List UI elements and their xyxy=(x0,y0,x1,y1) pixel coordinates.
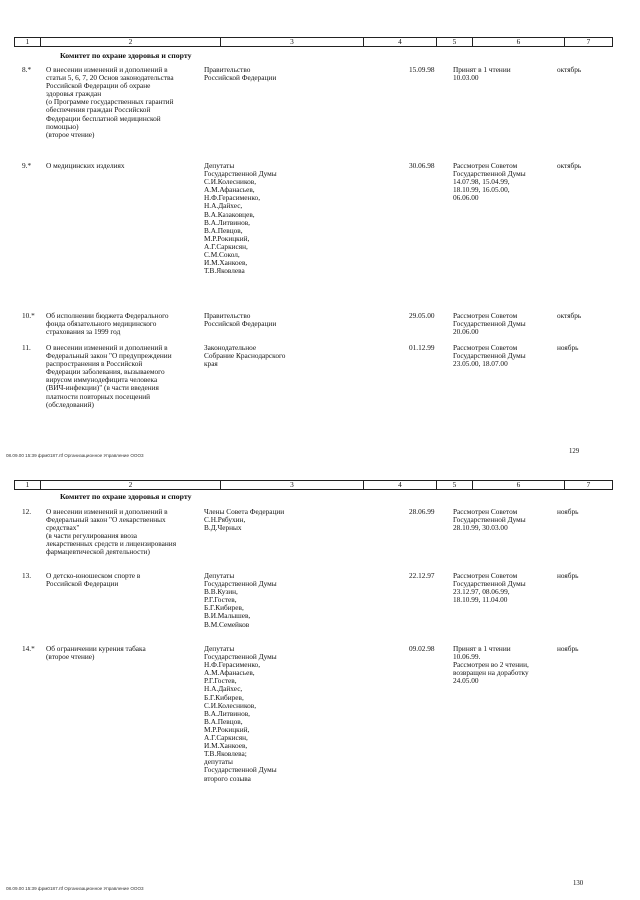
bill-status: Рассмотрен Советом Государственной Думы 20.06.00 xyxy=(453,311,526,337)
header-col-5: 5 xyxy=(437,38,473,47)
initiator: Депутаты Государственной Думы В.В.Кузин, Р.Г.Гостев, Б.Г.Кибирев, В.И.Малышев, В.М.Семейков xyxy=(204,571,277,629)
submission-date: 29.05.00 xyxy=(409,311,435,320)
header-col-2: 2 xyxy=(41,38,221,47)
header-col-4: 4 xyxy=(364,481,437,490)
page-footer-page2: 08.09.00 15:39 фрм0187.rtf Организационное Управление ООО3 xyxy=(6,886,144,891)
header-col-2: 2 xyxy=(41,481,221,490)
planned-month: ноябрь xyxy=(557,571,579,580)
submission-date: 28.06.99 xyxy=(409,507,435,516)
page-number-page1: 129 xyxy=(569,448,580,455)
header-col-6: 6 xyxy=(473,38,565,47)
header-col-3: 3 xyxy=(221,38,364,47)
header-col-7: 7 xyxy=(565,38,613,47)
initiator: Депутаты Государственной Думы С.И.Колесников, А.М.Афанасьев, Н.Ф.Герасименко, Н.А.Дайхес, В.А.Казаковцев, В.А.Литвинов, В.А.Певцов, М.Р.Рокицкий, А.Г.Саркисян, С.М.Сокол, И.М.Ханкоев, Т.В.Яковлева xyxy=(204,161,277,276)
committee-heading-page1: Комитет по охране здоровья и спорту xyxy=(60,51,192,60)
planned-month: октябрь xyxy=(557,311,582,320)
initiator: Правительство Российской Федерации xyxy=(204,65,277,83)
bill-status: Принят в 1 чтении 10.06.99. Рассмотрен во 2 чтении, возвращен на доработку 24.05.00 xyxy=(453,644,529,686)
row-number: 14.* xyxy=(22,644,35,653)
planned-month: ноябрь xyxy=(557,644,579,653)
submission-date: 01.12.99 xyxy=(409,343,435,352)
bill-title: О внесении изменений и дополнений в Федеральный закон "О предупреждении распространения в Российской Федерации заболевания, вызываемого вирусом иммунодефицита человека (ВИЧ-инфекции)" (в части введения платности повторных посещений (обследований) xyxy=(46,343,172,409)
header-col-3: 3 xyxy=(221,481,364,490)
submission-date: 30.06.98 xyxy=(409,161,435,170)
header-col-6: 6 xyxy=(473,481,565,490)
planned-month: октябрь xyxy=(557,161,582,170)
bill-title: О медицинских изделиях xyxy=(46,161,125,170)
row-number: 9.* xyxy=(22,161,32,170)
planned-month: октябрь xyxy=(557,65,582,74)
planned-month: ноябрь xyxy=(557,343,579,352)
row-number: 11. xyxy=(22,343,31,352)
planned-month: ноябрь xyxy=(557,507,579,516)
submission-date: 15.09.98 xyxy=(409,65,435,74)
bill-status: Рассмотрен Советом Государственной Думы 28.10.99, 30.03.00 xyxy=(453,507,526,533)
bill-title: О внесении изменений и дополнений в статьи 5, 6, 7, 20 Основ законодательства Российской Федерации об охране здоровья граждан (о Программе государственных гарантий обеспечения граждан Российской Федерации бесплатной медицинской помощью) (второе чтение) xyxy=(46,65,174,139)
column-header-table-page1 xyxy=(14,37,612,47)
header-col-1: 1 xyxy=(15,38,41,47)
page-number-page2: 130 xyxy=(573,880,584,887)
submission-date: 22.12.97 xyxy=(409,571,435,580)
header-col-5: 5 xyxy=(437,481,473,490)
initiator: Члены Совета Федерации С.Н.Рябухин, В.Д.Черных xyxy=(204,507,285,533)
initiator: Правительство Российской Федерации xyxy=(204,311,277,329)
bill-status: Рассмотрен Советом Государственной Думы 23.05.00, 18.07.00 xyxy=(453,343,526,369)
bill-title: Об исполнении бюджета Федерального фонда обязательного медицинского страхования за 1999 год xyxy=(46,311,169,337)
submission-date: 09.02.98 xyxy=(409,644,435,653)
bill-title: О внесении изменений и дополнений в Федеральный закон "О лекарственных средствах" (в части регулирования ввоза лекарственных средств и лицензирования фармацевтической деятельности) xyxy=(46,507,177,557)
bill-status: Принят в 1 чтении 10.03.00 xyxy=(453,65,511,83)
initiator: Депутаты Государственной Думы Н.Ф.Герасименко, А.М.Афанасьев, Р.Г.Гостев, Н.А.Дайхес, Б.Г.Кибирев, С.И.Колесников, В.А.Литвинов, В.А.Певцов, М.Р.Рокицкий, А.Г.Саркисян, И.М.Ханкоев, Т.В.Яковлева; депутаты Государственной Думы второго созыва xyxy=(204,644,277,783)
row-number: 13. xyxy=(22,571,32,580)
header-col-1: 1 xyxy=(15,481,41,490)
row-number: 12. xyxy=(22,507,32,516)
bill-title: Об ограничении курения табака (второе чтение) xyxy=(46,644,146,662)
bill-status: Рассмотрен Советом Государственной Думы 14.07.98, 15.04.99, 18.10.99, 16.05.00, 06.06.00 xyxy=(453,161,526,203)
row-number: 10.* xyxy=(22,311,35,320)
column-header-table-page2 xyxy=(14,480,612,490)
committee-heading-page2: Комитет по охране здоровья и спорту xyxy=(60,492,192,501)
row-number: 8.* xyxy=(22,65,32,74)
bill-title: О детско-юношеском спорте в Российской Федерации xyxy=(46,571,141,589)
bill-status: Рассмотрен Советом Государственной Думы 23.12.97, 08.06.99, 18.10.99, 11.04.00 xyxy=(453,571,526,605)
header-col-7: 7 xyxy=(565,481,613,490)
initiator: Законодательное Собрание Краснодарского края xyxy=(204,343,286,369)
header-col-4: 4 xyxy=(364,38,437,47)
page-footer-page1: 08.09.00 15:39 фрм0187.rtf Организационное Управление ООО3 xyxy=(6,453,144,458)
